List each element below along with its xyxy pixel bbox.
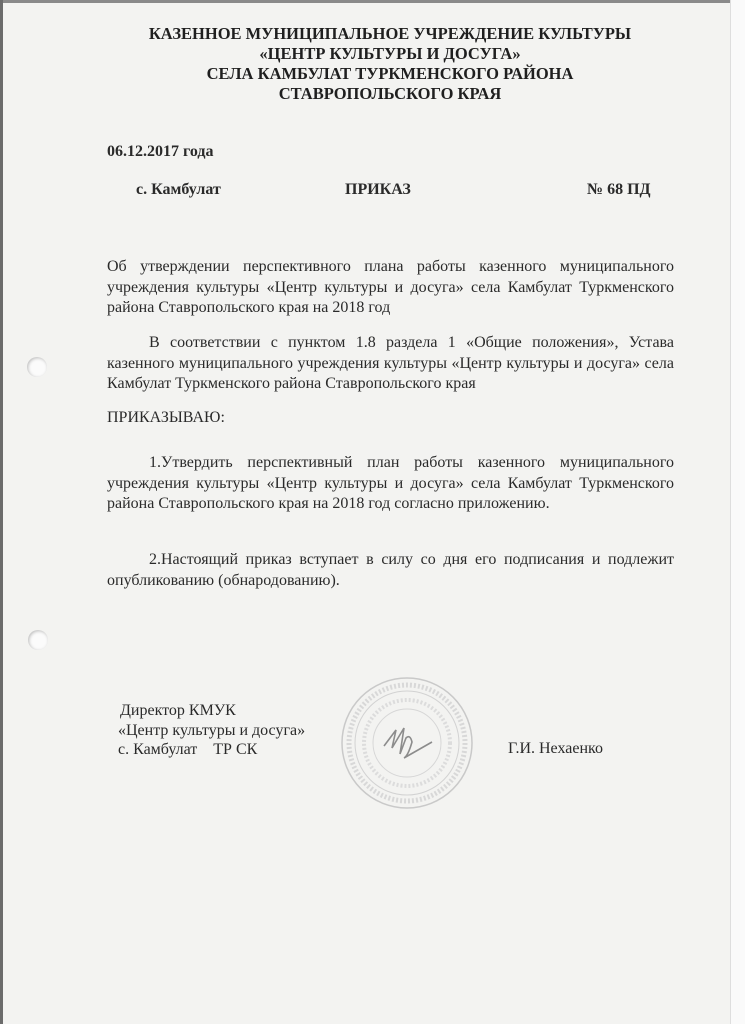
- document-place: с. Камбулат: [136, 181, 221, 198]
- scan-edge-left: [0, 0, 3, 1024]
- header-line: СТАВРОПОЛЬСКОГО КРАЯ: [278, 84, 502, 103]
- punch-hole-icon: [27, 357, 47, 377]
- scan-edge-right: [730, 0, 745, 1024]
- organization-header: [100, 24, 680, 104]
- order-preamble: В соответствии с пунктом 1.8 раздела 1 «Общие положения», Устава казенного муниципального учреждения культуры «Центр культуры и досуга» села Камбулат Туркменского района Ставропольского края: [107, 334, 674, 392]
- position-line: «Центр культуры и досуга»: [118, 721, 306, 739]
- document-number: № 68 ПД: [587, 181, 651, 198]
- position-line: с. Камбулат ТР СК: [118, 741, 258, 758]
- header-line: СЕЛА КАМБУЛАТ ТУРКМЕНСКОГО РАЙОНА: [206, 64, 574, 83]
- signature-scribble: [384, 728, 432, 758]
- scan-edge-top: [0, 0, 745, 3]
- order-item-1: 1.Утвердить перспективный план работы казенного муниципального учреждения культуры «Центр культуры и досуга» села Камбулат Туркменского района Ставропольского края на 2018 год согласно приложению.: [107, 454, 674, 512]
- punch-hole-icon: [28, 630, 48, 650]
- position-line: Директор КМУК: [120, 702, 236, 719]
- header-line: «ЦЕНТР КУЛЬТУРЫ И ДОСУГА»: [259, 44, 521, 63]
- order-directive: ПРИКАЗЫВАЮ:: [107, 409, 225, 426]
- document-date: 06.12.2017 года: [107, 143, 214, 160]
- signatory-name: Г.И. Нехаенко: [508, 740, 603, 757]
- order-subject: Об утверждении перспективного плана работы казенного муниципального учреждения культуры «Центр культуры и досуга» села Камбулат Туркменского района Ставропольского края на 2018 год: [107, 258, 674, 316]
- official-seal-icon: [340, 676, 474, 810]
- order-item-2: 2.Настоящий приказ вступает в силу со дня его подписания и подлежит опубликованию (обнародованию).: [107, 551, 674, 589]
- signatory-position: [108, 701, 305, 760]
- header-line: КАЗЕННОЕ МУНИЦИПАЛЬНОЕ УЧРЕЖДЕНИЕ КУЛЬТУРЫ: [148, 24, 632, 43]
- document-type-title: ПРИКАЗ: [345, 181, 411, 198]
